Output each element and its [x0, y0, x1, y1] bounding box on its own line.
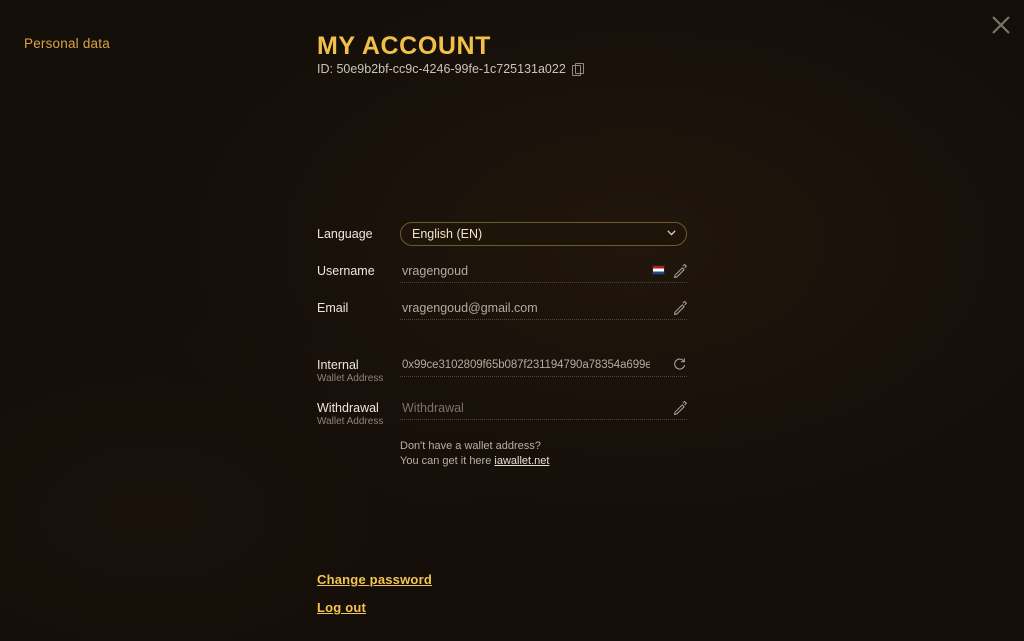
email-label: Email — [317, 301, 349, 315]
language-select[interactable] — [400, 222, 687, 246]
internal-wallet-input[interactable] — [400, 359, 650, 371]
wallet-hint — [400, 439, 697, 469]
withdrawal-wallet-label: Withdrawal — [317, 401, 379, 415]
withdrawal-wallet-sublabel: Wallet Address — [317, 416, 384, 427]
log-out-link[interactable]: Log out — [317, 600, 367, 615]
language-row — [317, 222, 697, 250]
withdrawal-wallet-row — [317, 396, 697, 430]
internal-wallet-sublabel: Wallet Address — [317, 373, 384, 384]
username-label-col — [317, 259, 400, 278]
refresh-icon[interactable] — [673, 356, 687, 371]
username-input[interactable] — [400, 264, 625, 278]
change-password-link[interactable]: Change password — [317, 572, 432, 587]
copy-icon[interactable] — [572, 63, 583, 75]
withdrawal-wallet-input[interactable] — [400, 401, 625, 415]
email-label-col — [317, 296, 400, 315]
account-footer-links — [317, 572, 432, 628]
username-field-col — [400, 259, 697, 283]
username-input-line — [400, 259, 687, 283]
wallet-hint-line1: Don't have a wallet address? — [400, 440, 541, 452]
internal-wallet-input-line — [400, 353, 687, 377]
username-row — [317, 259, 697, 287]
wallet-hint-line2 — [400, 454, 697, 469]
language-label-col — [317, 222, 400, 241]
form-spacer — [317, 333, 697, 353]
sidebar-item-personal-data[interactable]: Personal data — [24, 36, 110, 51]
language-label: Language — [317, 227, 373, 241]
language-field-col — [400, 222, 697, 246]
withdrawal-wallet-field-col — [400, 396, 697, 420]
account-id-text: ID: 50e9b2bf-cc9c-4246-99fe-1c725131a022 — [317, 62, 566, 76]
language-select-wrap — [400, 222, 687, 246]
internal-wallet-field-col — [400, 353, 697, 377]
wallet-provider-link[interactable]: iawallet.net — [494, 455, 550, 467]
internal-wallet-row — [317, 353, 697, 387]
edit-icon[interactable] — [673, 263, 687, 278]
email-row — [317, 296, 697, 324]
edit-icon[interactable] — [673, 400, 687, 415]
wallet-hint-prefix: You can get it here — [400, 455, 495, 467]
close-icon[interactable] — [988, 12, 1014, 38]
email-field[interactable] — [400, 301, 625, 315]
edit-icon[interactable] — [673, 300, 687, 315]
email-input-line — [400, 296, 687, 320]
withdrawal-wallet-input-line — [400, 396, 687, 420]
account-id-row — [317, 62, 583, 76]
withdrawal-wallet-label-col — [317, 396, 400, 428]
username-label: Username — [317, 264, 375, 278]
internal-wallet-label-col — [317, 353, 400, 385]
internal-wallet-label: Internal — [317, 358, 359, 372]
page-title: MY ACCOUNT — [317, 32, 492, 60]
netherlands-flag-icon — [652, 265, 665, 275]
account-form — [317, 222, 697, 469]
email-field-col — [400, 296, 697, 320]
